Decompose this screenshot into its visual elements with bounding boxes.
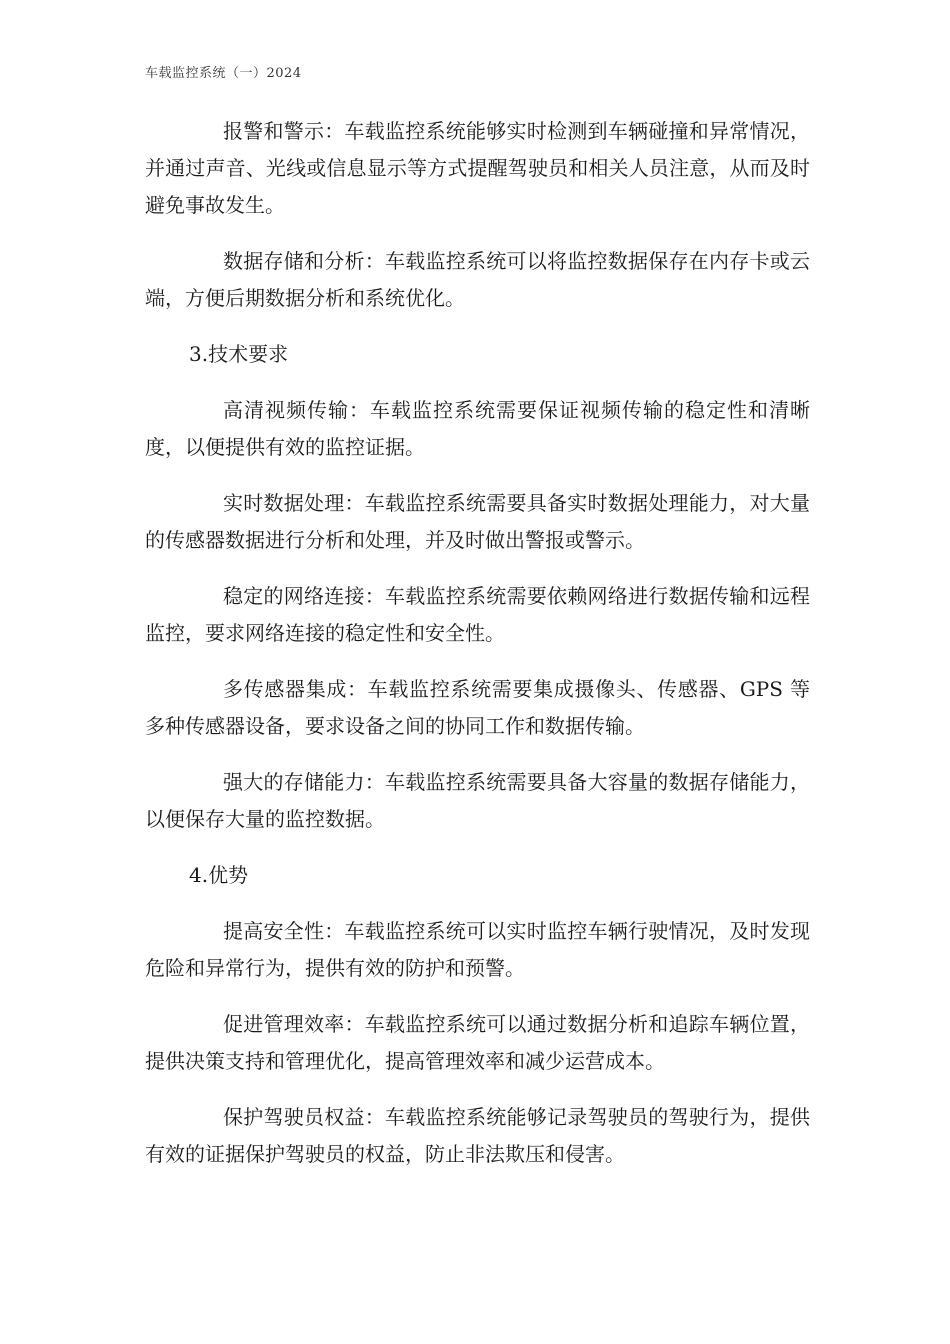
paragraph-storage-capacity: 强大的存储能力：车载监控系统需要具备大容量的数据存储能力，以便保存大量的监控数据。 — [145, 770, 810, 831]
paragraph-realtime-processing: 实时数据处理：车载监控系统需要具备实时数据处理能力，对大量的传感器数据进行分析和处理，并及时做出警报或警示。 — [145, 491, 810, 552]
paragraph-alarm: 报警和警示：车载监控系统能够实时检测到车辆碰撞和异常情况，并通过声音、光线或信息显示等方式提醒驾驶员和相关人员注意，从而及时避免事故发生。 — [145, 119, 810, 217]
paragraph-network: 稳定的网络连接：车载监控系统需要依赖网络进行数据传输和远程监控，要求网络连接的稳定性和安全性。 — [145, 584, 810, 645]
paragraph-multi-sensor: 多传感器集成：车载监控系统需要集成摄像头、传感器、GPS 等多种传感器设备，要求设备之间的协同工作和数据传输。 — [145, 677, 810, 738]
paragraph-data-storage: 数据存储和分析：车载监控系统可以将监控数据保存在内存卡或云端，方便后期数据分析和系统优化。 — [145, 249, 810, 310]
running-header: 车载监控系统（一）2024 — [145, 66, 302, 81]
document-body — [145, 113, 810, 1192]
paragraph-safety: 提高安全性：车载监控系统可以实时监控车辆行驶情况，及时发现危险和异常行为，提供有效的防护和预警。 — [145, 919, 810, 980]
paragraph-driver-rights: 保护驾驶员权益：车载监控系统能够记录驾驶员的驾驶行为，提供有效的证据保护驾驶员的权益，防止非法欺压和侵害。 — [145, 1105, 810, 1166]
section-heading-advantages: 4.优势 — [189, 863, 249, 887]
paragraph-efficiency: 促进管理效率：车载监控系统可以通过数据分析和追踪车辆位置，提供决策支持和管理优化，提高管理效率和减少运营成本。 — [145, 1012, 810, 1073]
section-heading-tech-requirements: 3.技术要求 — [189, 342, 289, 366]
paragraph-hd-video: 高清视频传输：车载监控系统需要保证视频传输的稳定性和清晰度，以便提供有效的监控证据。 — [145, 398, 810, 459]
